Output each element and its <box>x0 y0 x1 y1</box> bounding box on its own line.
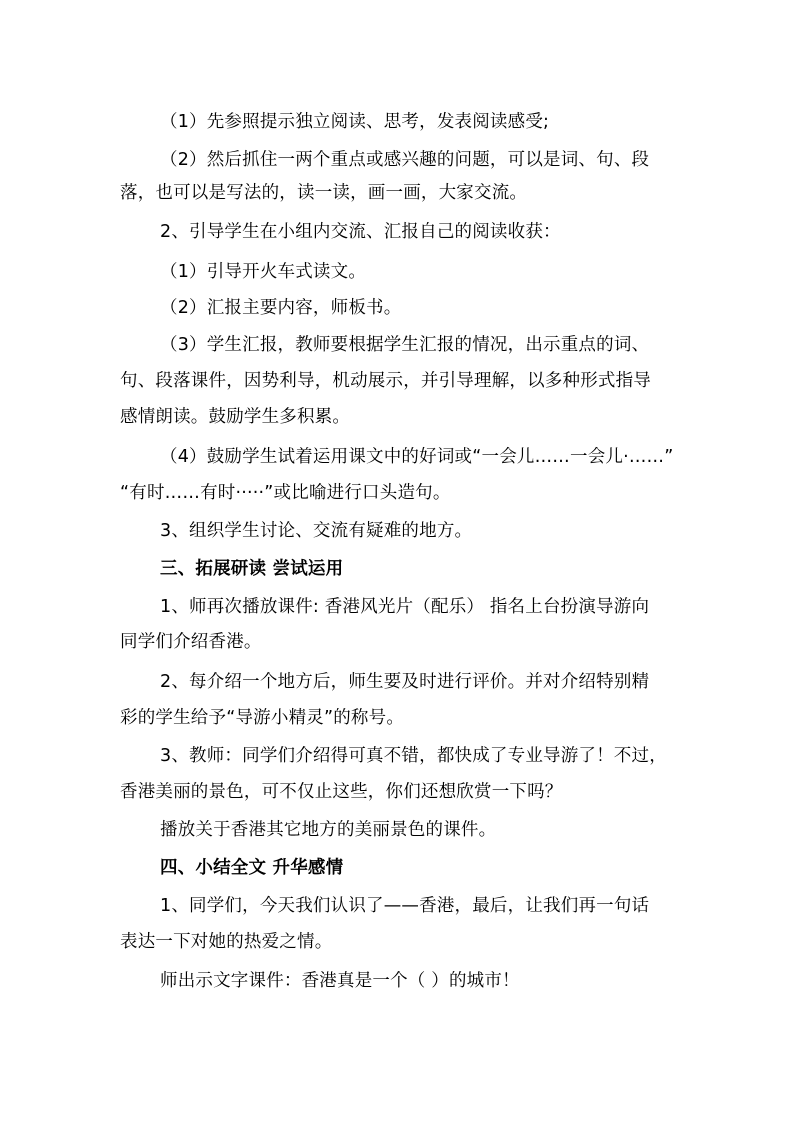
paragraph-line: “有时……有时·····”或比喻进行口头造句。 <box>120 483 451 503</box>
paragraph-line: 句、段落课件，因势利导，机动展示，并引导理解，以多种形式指导 <box>120 371 651 391</box>
paragraph-line: （4）鼓励学生试着运用课文中的好词或“一会儿……一会儿·……” <box>160 447 674 467</box>
paragraph-line: 2、引导学生在小组内交流、汇报自己的阅读收获： <box>160 222 561 242</box>
paragraph-line: 播放关于香港其它地方的美丽景色的课件。 <box>160 820 497 840</box>
paragraph-line: 师出示文字课件：香港真是一个（ ）的城市！ <box>160 971 520 991</box>
paragraph-line: 1、同学们，今天我们认识了——香港，最后，让我们再一句话 <box>160 896 650 916</box>
paragraph-line: 落，也可以是写法的，读一读，画一画，大家交流。 <box>120 183 528 203</box>
paragraph-line: （1）引导开火车式读文。 <box>160 262 367 282</box>
paragraph-line: 香港美丽的景色，可不仅止这些，你们还想欣赏一下吗？ <box>120 782 563 802</box>
paragraph-line: （2）然后抓住一两个重点或感兴趣的问题，可以是词、句、段 <box>160 150 650 170</box>
paragraph-line: 3、组织学生讨论、交流有疑难的地方。 <box>160 521 473 541</box>
paragraph-line: 彩的学生给予“导游小精灵”的称号。 <box>120 708 405 728</box>
section-heading: 三、拓展研读 尝试运用 <box>160 559 344 579</box>
paragraph-line: 2、每介绍一个地方后，师生要及时进行评价。并对介绍特别精 <box>160 672 650 692</box>
paragraph-line: 感情朗读。鼓励学生多积累。 <box>120 407 351 427</box>
paragraph-line: 同学们介绍香港。 <box>120 632 262 652</box>
paragraph-line: （3）学生汇报，教师要根据学生汇报的情况，出示重点的词、 <box>160 335 650 355</box>
paragraph-line: （2）汇报主要内容，师板书。 <box>160 298 402 318</box>
paragraph-line: 1、师再次播放课件: 香港风光片（配乐） 指名上台扮演导游向 <box>160 597 650 617</box>
paragraph-line: （1）先参照提示独立阅读、思考，发表阅读感受; <box>160 112 550 132</box>
paragraph-line: 表达一下对她的热爱之情。 <box>120 932 333 952</box>
section-heading: 四、小结全文 升华感情 <box>160 858 344 878</box>
paragraph-line: 3、教师：同学们介绍得可真不错，都快成了专业导游了！不过， <box>160 746 667 766</box>
